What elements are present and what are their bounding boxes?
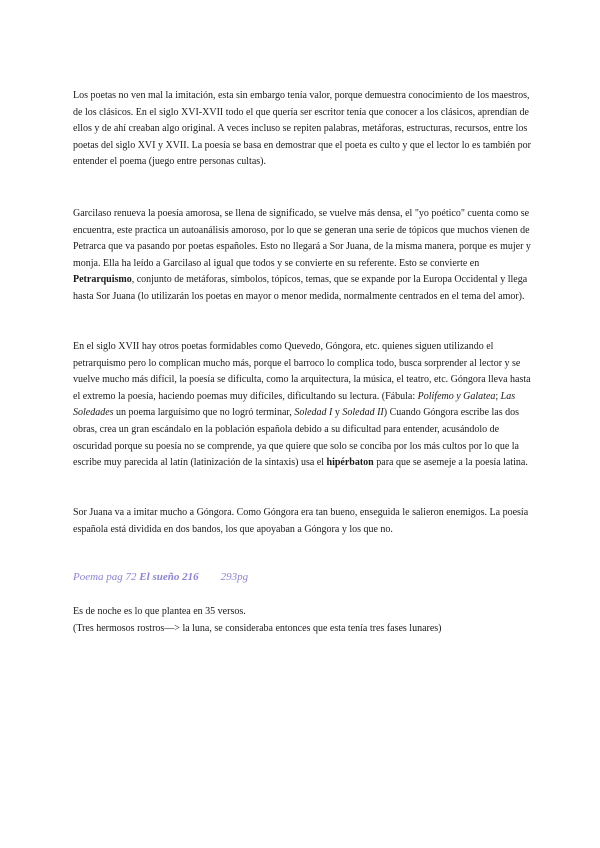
paragraph-imitation: [73, 88, 531, 171]
paragraph-3-part-d: y: [332, 407, 343, 419]
poem-heading-prefix: Poema pag 72: [73, 571, 140, 583]
paragraph-3-part-e: ) Cuando Góngora escribe las dos obras, crea un gran escándalo en la población española debido a su dificultad para entender, acusándolo de oscuridad porque su poesía no se comprende, ya que quiere que solo se conciba por los más cultos por lo que la escribe muy parecida al latín (latinización de la sintaxis) usa el: [73, 407, 520, 469]
poem-heading: [73, 571, 248, 583]
paragraph-3-part-a: En el siglo XVII hay otros poetas formidables como Quevedo, Góngora, etc. quienes siguen utilizando el petrarquismo pero lo complican mucho más, porque el barroco lo complica todo, busca sorprender al lector y se vuelve mucho más difícil, la poesía se dificulta, como la arquitectura, la música, el teatro, etc. Góngora lleva hasta el extremo la poesía, haciendo poemas muy difíciles, dificultando su lectura. (Fábula:: [73, 341, 531, 402]
paragraph-1-text: Los poetas no ven mal la imitación, esta sin embargo tenía valor, porque demuestra conocimiento de los maestros, de los clásicos. En el siglo XVI-XVII todo el que quería ser escritor tenía que conocer a los clásicos, aprendían de ellos y de ahí creaban algo original. A veces incluso se repiten palabras, metáforas, estructuras, recursos, entre los poetas del siglo XVI y XVII. La poesía se basa en demostrar que el poeta es culto y que el lector lo es también por entender el poema (juego entre personas cultas).: [73, 90, 531, 168]
paragraph-4-text: Sor Juana va a imitar mucho a Góngora. Como Góngora era tan bueno, enseguida le salieron enemigos. La poesía española está dividida en dos bandos, los que apoyaban a Góngora y los que no.: [73, 507, 529, 535]
paragraph-3-part-f: para que se asemeje a la poesía latina.: [373, 457, 528, 469]
paragraph-3-part-c: un poema larguísimo que no logró terminar,: [113, 407, 295, 419]
poem-note-line-2: (Tres hermosos rostros—> la luna, se consideraba entonces que esta tenía tres fases lunares): [73, 622, 442, 634]
paragraph-gongora: [73, 339, 531, 472]
paragraph-3-part-b: ;: [495, 390, 501, 402]
term-hiperbaton: hipérbaton: [326, 457, 374, 469]
work-polifemo: Polifemo y Galatea: [417, 390, 496, 402]
poem-heading-pages: 293pg: [220, 571, 249, 583]
paragraph-garcilaso: [73, 206, 531, 306]
term-petrarquismo: Petrarquismo: [73, 274, 132, 286]
paragraph-2-part-b: , conjunto de metáforas, símbolos, tópicos, temas, que se expande por la Europa Occidental y llega hasta Sor Juana (lo utilizarán los poetas en mayor o menor medida, normalmente centrados en el tema del amor).: [73, 274, 528, 302]
work-soledad-1: Soledad I: [294, 407, 333, 419]
poem-notes: [73, 604, 531, 637]
poem-note-line-1: Es de noche es lo que plantea en 35 versos.: [73, 606, 246, 617]
paragraph-2-part-a: Garcilaso renueva la poesía amorosa, se llena de significado, se vuelve más densa, el "yo poético" cuenta como se encuentra, este practica un autoanálisis amoroso, por lo que se generan una serie de tópicos que muchos vienen de Petrarca que va pasando por poetas españoles. Esto no llegará a Sor Juana, de la misma manera, porque es mujer y monja. Ella ha leído a Garcilaso al igual que todos y se convierte en su referente. Esto se convierte en: [73, 208, 531, 269]
poem-heading-title: El sueño 216: [139, 571, 199, 583]
work-soledad-2: Soledad II: [342, 407, 384, 419]
work-soledades: Las Soledades: [73, 390, 516, 419]
paragraph-sor-juana: [73, 505, 531, 538]
